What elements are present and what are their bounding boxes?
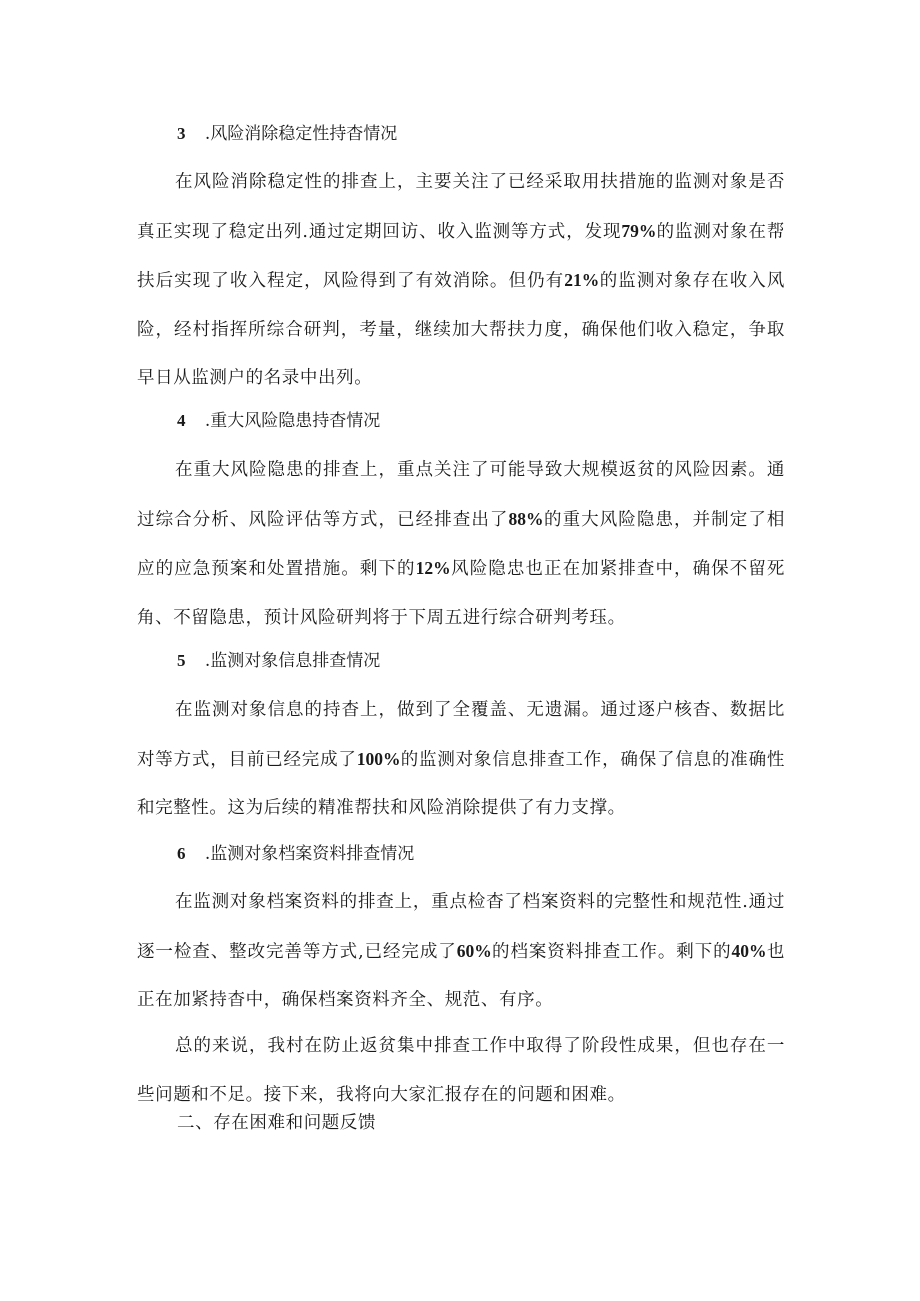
paragraph-text: 风险隐忠也正在加紧排查中，确保不留死角、不留隐患，预计风险研判将于下周五进行综合研判考珏。 [137, 559, 785, 628]
paragraph-text: 在风险消除稳定性的排查上，主要关注了已经采取用扶措施的监测对象是否真正实现了稳定出列.通过定期回访、收入监测等方式，发现 [137, 172, 785, 242]
section-number: 6 [177, 844, 186, 863]
highlighted-figure: 79% [621, 220, 657, 241]
paragraph-text: 也正在加紧持杳中，确保档案资料齐全、规范、有序。 [137, 941, 785, 1010]
section-title: .监测对象档案资料排查情况 [204, 844, 415, 864]
paragraph-text: 在监测对象档案资料的排查上，重点检杳了档案资料的完整性和规范性.通过逐一检查、整改完善等方式,已经完成了 [137, 892, 785, 962]
paragraph-text: 在重大风险隐患的排查上，重点关注了可能导致大规模返贫的风险因素。通过综合分析、风险评估等方式，已经排查出了 [137, 460, 785, 530]
section-heading-3 [177, 122, 397, 146]
paragraph-text: 的监测对象信息排查工作，确保了信息的准确性和完整性。这为后续的精准帮扶和风险消除提供了有力支撑。 [137, 749, 785, 818]
highlighted-figure: 12% [415, 558, 451, 578]
highlighted-figure: 100% [356, 748, 401, 769]
paragraph-text: 的监测对象在帮扶后实现了收入程定，风险得到了有效消除。但仍有 [137, 221, 786, 291]
section-title: .监测对象信息排查情况 [204, 651, 381, 671]
section-paragraph-6 [137, 878, 785, 1025]
highlighted-figure: 60% [456, 940, 492, 961]
paragraph-text: 的重大风险隐患，并制定了相应的应急预案和处置措施。剩下的 [137, 509, 785, 579]
section-heading-6 [177, 842, 414, 866]
section-number: 3 [177, 124, 186, 143]
paragraph-text: 的监测对象存在收入风险，经村指挥所综合研判，考量，继续加大帮扶力度，确保他们收入稳定，争取早日从监测户的名录中出列。 [137, 271, 785, 388]
section-number: 4 [177, 411, 186, 430]
section-title: .重大风险隐患持杳情况 [204, 411, 381, 431]
section-heading-5 [177, 649, 380, 673]
paragraph-text: 在监测对象信息的持杳上，做到了全覆盖、无遗漏。通过逐户核杳、数据比对等方式，目前已经完成了 [137, 700, 785, 770]
section-paragraph-4 [137, 446, 785, 642]
summary-paragraph: 总的来说，我村在防止返贫集中排查工作中取得了阶段性成果，但也存在一些问题和不足。接下来，我将向大家汇报存在的问题和困难。 [137, 1036, 785, 1105]
section-number: 5 [177, 651, 186, 670]
section-title: .风险消除稳定性持杳情况 [204, 124, 398, 144]
section-paragraph-3 [137, 158, 785, 403]
section-paragraph-5 [137, 686, 785, 833]
highlighted-figure: 88% [508, 508, 544, 529]
section-heading-4 [177, 409, 380, 433]
section-two-title: 二、存在困难和问题反馈 [177, 1113, 377, 1133]
highlighted-figure: 40% [731, 940, 767, 961]
paragraph-text: 的档案资料排查工作。剩下的 [491, 941, 732, 962]
highlighted-figure: 21% [564, 270, 600, 290]
